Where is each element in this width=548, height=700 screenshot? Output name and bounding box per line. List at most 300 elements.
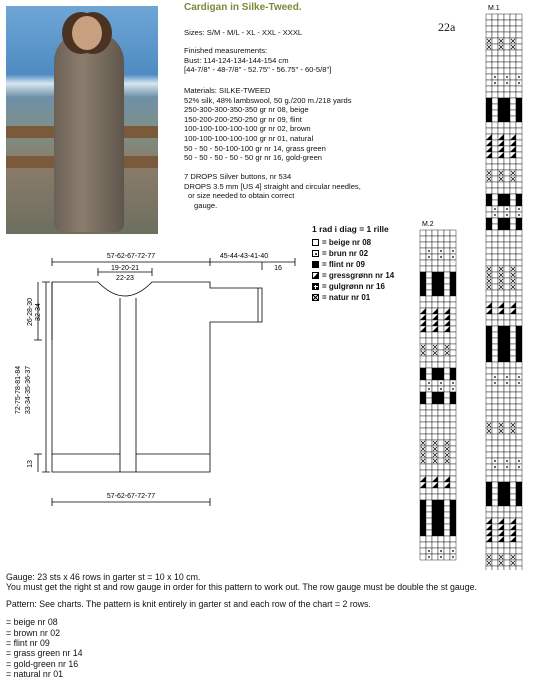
chart-cell	[492, 416, 498, 422]
chart-cell	[486, 464, 492, 470]
chart-cell	[510, 194, 516, 200]
chart-cell	[426, 470, 432, 476]
chart-cell	[516, 62, 522, 68]
chart-cell	[444, 374, 450, 380]
chart-cell	[450, 350, 456, 356]
chart-cell	[492, 524, 498, 530]
chart-cell	[426, 530, 432, 536]
chart-cell	[426, 296, 432, 302]
chart-cell	[432, 392, 438, 398]
chart-dot-mark	[440, 556, 442, 558]
chart-cell	[432, 272, 438, 278]
chart-cell	[510, 500, 516, 506]
chart-dot-mark	[518, 82, 520, 84]
chart-cell	[504, 428, 510, 434]
chart-cell	[492, 500, 498, 506]
chart-cell	[492, 272, 498, 278]
chart-cell	[498, 362, 504, 368]
armhole-label: 26-28-30	[27, 297, 34, 327]
chart-cell	[510, 476, 516, 482]
chart-cell	[486, 104, 492, 110]
chart-cell	[492, 194, 498, 200]
chart-cell	[516, 272, 522, 278]
chart-cell	[432, 260, 438, 266]
chart-cell	[498, 314, 504, 320]
chart-cell	[498, 404, 504, 410]
chart-cell	[486, 446, 492, 452]
chart-cell	[516, 386, 522, 392]
chart-cell	[438, 410, 444, 416]
chart-cell	[516, 116, 522, 122]
chart-cell	[504, 452, 510, 458]
chart-cell	[486, 200, 492, 206]
chart-cell	[510, 26, 516, 32]
chart-dot-mark	[518, 382, 520, 384]
chart-cell	[444, 332, 450, 338]
chart-cell	[492, 404, 498, 410]
chart-dot-mark	[506, 460, 508, 462]
chart-dot-mark	[518, 466, 520, 468]
chart-cell	[504, 110, 510, 116]
chart-cell	[492, 26, 498, 32]
chart-cell	[498, 506, 504, 512]
chart-cell	[420, 278, 426, 284]
cross-square-icon	[312, 294, 319, 301]
chart-cell	[510, 512, 516, 518]
chart-cell	[516, 542, 522, 548]
chart-cell	[492, 176, 498, 182]
chart-cell	[438, 404, 444, 410]
chart-cell	[444, 392, 450, 398]
chart-cell	[516, 152, 522, 158]
chart-cell	[504, 398, 510, 404]
chart-cell	[432, 470, 438, 476]
chart-cell	[516, 110, 522, 116]
chart-cell	[516, 446, 522, 452]
chart-cell	[492, 146, 498, 152]
chart-cell	[492, 518, 498, 524]
chart-cell	[450, 332, 456, 338]
chart-cell	[498, 452, 504, 458]
chart-cell	[504, 554, 510, 560]
chart-cell	[504, 518, 510, 524]
chart-cell	[492, 20, 498, 26]
chart-cell	[444, 236, 450, 242]
chart-cell	[498, 476, 504, 482]
chart-cell	[510, 320, 516, 326]
chart-cell	[444, 356, 450, 362]
chart-cell	[504, 284, 510, 290]
chart-cell	[504, 62, 510, 68]
bust-inches: [44-7/8" - 48-7/8" - 52.75" - 56.75" - 60-5/8"]	[184, 65, 332, 75]
chart-cell	[504, 50, 510, 56]
chart-cell	[438, 398, 444, 404]
chart-cell	[498, 50, 504, 56]
chart-dot-mark	[518, 376, 520, 378]
chart-cell	[426, 524, 432, 530]
chart-cell	[426, 500, 432, 506]
chart-cell	[438, 266, 444, 272]
chart-cell	[444, 380, 450, 386]
chart-cell	[516, 134, 522, 140]
chart-cell	[432, 248, 438, 254]
chart-cell	[504, 524, 510, 530]
chart-cell	[444, 488, 450, 494]
chart-cell	[426, 434, 432, 440]
chart-cell	[420, 260, 426, 266]
chart-cell	[420, 518, 426, 524]
chart-cell	[504, 500, 510, 506]
chart-cell	[516, 338, 522, 344]
chart-cell	[516, 230, 522, 236]
chart-cell	[516, 398, 522, 404]
chart-cell	[504, 146, 510, 152]
chart-cell	[492, 116, 498, 122]
chart-cell	[504, 386, 510, 392]
material-line: 50 - 50 - 50 - 50 - 50 gr nr 16, gold-green	[184, 153, 323, 163]
chart-cell	[450, 230, 456, 236]
chart-cell	[516, 392, 522, 398]
chart-cell	[486, 488, 492, 494]
chart-cell	[504, 566, 510, 570]
chart-cell	[492, 236, 498, 242]
chart-cell	[504, 194, 510, 200]
sizes-text: Sizes: S/M - M/L - XL - XXL - XXXL	[184, 28, 303, 37]
chart-cell	[516, 470, 522, 476]
chart-cell	[450, 260, 456, 266]
chart-cell	[510, 98, 516, 104]
chart-cell	[420, 416, 426, 422]
chart-cell	[504, 200, 510, 206]
chart-dot-mark	[494, 76, 496, 78]
chart-cell	[498, 566, 504, 570]
chart-cell	[516, 332, 522, 338]
chart-cell	[438, 362, 444, 368]
chart-dot-mark	[440, 388, 442, 390]
chart-cell	[438, 344, 444, 350]
chart-dot-mark	[452, 256, 454, 258]
material-line: 52% silk, 48% lambswool, 50 g./200 m./218 yards	[184, 95, 352, 105]
chart-dot-mark	[428, 250, 430, 252]
chart-cell	[516, 284, 522, 290]
chart-cell	[492, 110, 498, 116]
chart-cell	[486, 158, 492, 164]
notions-list	[184, 172, 361, 210]
chart-cell	[432, 518, 438, 524]
chart-cell	[426, 446, 432, 452]
chart-cell	[486, 164, 492, 170]
chart-cell	[516, 344, 522, 350]
chart-cell	[498, 500, 504, 506]
chart-cell	[438, 308, 444, 314]
chart-cell	[432, 422, 438, 428]
chart-cell	[486, 566, 492, 570]
chart-cell	[516, 560, 522, 566]
chart-cell	[438, 290, 444, 296]
chart-cell	[486, 218, 492, 224]
chart-cell	[516, 416, 522, 422]
color-key-item: = gold-green nr 16	[6, 658, 79, 669]
top-width-label: 57-62-67-72-77	[106, 253, 156, 260]
legend-label: = gressgrønn nr 14	[322, 271, 395, 280]
chart-cell	[420, 230, 426, 236]
chart-cell	[432, 506, 438, 512]
chart-cell	[492, 32, 498, 38]
chart-cell	[516, 320, 522, 326]
chart-cell	[504, 122, 510, 128]
chart-cell	[510, 350, 516, 356]
chart-cell	[492, 134, 498, 140]
chart-cell	[438, 422, 444, 428]
chart-cell	[498, 74, 504, 80]
chart-cell	[498, 104, 504, 110]
chart-cell	[450, 524, 456, 530]
chart-cell	[426, 338, 432, 344]
chart-cell	[426, 230, 432, 236]
chart-cell	[426, 242, 432, 248]
chart-cell	[444, 338, 450, 344]
chart-cell	[444, 548, 450, 554]
chart-cell	[420, 236, 426, 242]
chart-cell	[516, 242, 522, 248]
chart-cell	[420, 464, 426, 470]
materials-list	[184, 86, 352, 163]
chart-cell	[504, 140, 510, 146]
chart-cell	[492, 284, 498, 290]
chart-cell	[444, 422, 450, 428]
triangle-square-icon	[312, 272, 319, 279]
chart-cell	[444, 428, 450, 434]
chart-cell	[486, 548, 492, 554]
chart-cell	[486, 506, 492, 512]
chart-cell	[420, 254, 426, 260]
chart-cell	[510, 50, 516, 56]
chart-cell	[420, 500, 426, 506]
chart-cell	[510, 206, 516, 212]
chart-cell	[486, 230, 492, 236]
chart-cell	[516, 92, 522, 98]
chart-dot-mark	[428, 388, 430, 390]
chart-cell	[492, 182, 498, 188]
chart-cell	[516, 362, 522, 368]
chart-cell	[516, 68, 522, 74]
chart-cell	[486, 128, 492, 134]
chart-cell	[438, 470, 444, 476]
chart-cell	[510, 566, 516, 570]
chart-cell	[486, 290, 492, 296]
chart-cell	[420, 272, 426, 278]
chart-dot-mark	[428, 382, 430, 384]
chart-cell	[420, 554, 426, 560]
chart-cell	[432, 302, 438, 308]
chart-cell	[516, 512, 522, 518]
chart-cell	[516, 278, 522, 284]
chart-cell	[420, 248, 426, 254]
chart-cell	[438, 356, 444, 362]
chart-cell	[432, 362, 438, 368]
legend-label: = flint nr 09	[322, 260, 365, 269]
chart-cell	[510, 104, 516, 110]
chart-dot-mark	[452, 382, 454, 384]
chart-cell	[426, 422, 432, 428]
chart-cell	[504, 422, 510, 428]
chart-cell	[426, 368, 432, 374]
chart-cell	[504, 98, 510, 104]
chart-cell	[450, 296, 456, 302]
chart-cell	[432, 416, 438, 422]
chart-cell	[432, 512, 438, 518]
chart-cell	[486, 494, 492, 500]
chart-cell	[420, 536, 426, 542]
chart-cell	[432, 530, 438, 536]
chart-cell	[516, 488, 522, 494]
chart-cell	[432, 278, 438, 284]
chart-cell	[450, 368, 456, 374]
chart-cell	[492, 314, 498, 320]
chart-cell	[420, 362, 426, 368]
chart-cell	[450, 512, 456, 518]
chart-cell	[492, 470, 498, 476]
chart-cell	[450, 344, 456, 350]
chart-cell	[432, 368, 438, 374]
chart-cell	[444, 470, 450, 476]
chart-cell	[426, 356, 432, 362]
chart-cell	[504, 56, 510, 62]
chart-cell	[498, 254, 504, 260]
chart-cell	[492, 218, 498, 224]
chart-cell	[492, 560, 498, 566]
chart-cell	[492, 266, 498, 272]
chart-cell	[432, 374, 438, 380]
chart-cell	[450, 530, 456, 536]
notion-line: 7 DROPS Silver buttons, nr 534	[184, 172, 292, 181]
legend-title: 1 rad i diag = 1 rille	[312, 224, 389, 234]
chart-cell	[426, 320, 432, 326]
chart-cell	[504, 344, 510, 350]
chart-cell	[492, 422, 498, 428]
chart-cell	[492, 356, 498, 362]
chart-cell	[504, 320, 510, 326]
chart-cell	[486, 380, 492, 386]
chart-cell	[504, 278, 510, 284]
chart-cell	[516, 254, 522, 260]
chart-cell	[426, 452, 432, 458]
chart-cell	[504, 356, 510, 362]
chart-cell	[504, 338, 510, 344]
chart-cell	[510, 92, 516, 98]
chart-cell	[498, 62, 504, 68]
chart-cell	[516, 290, 522, 296]
chart-cell	[516, 26, 522, 32]
instructions	[6, 572, 546, 680]
chart-cell	[516, 236, 522, 242]
chart-cell	[438, 494, 444, 500]
chart-cell	[498, 320, 504, 326]
chart-cell	[432, 332, 438, 338]
chart-dot-mark	[440, 550, 442, 552]
bottom-width-label: 57-62-67-72-77	[106, 493, 156, 500]
chart-cell	[486, 326, 492, 332]
chart-cell	[450, 518, 456, 524]
chart-cell	[444, 290, 450, 296]
chart-cell	[510, 488, 516, 494]
chart-cell	[432, 494, 438, 500]
chart-cell	[432, 266, 438, 272]
chart-cell	[438, 434, 444, 440]
chart-cell	[486, 314, 492, 320]
chart-cell	[504, 242, 510, 248]
chart-cell	[486, 260, 492, 266]
chart-cell	[444, 296, 450, 302]
chart-cell	[426, 410, 432, 416]
chart-cell	[510, 32, 516, 38]
chart-cell	[486, 236, 492, 242]
chart-cell	[498, 494, 504, 500]
chart-cell	[432, 488, 438, 494]
chart-cell	[504, 32, 510, 38]
gauge-text: Gauge: 23 sts x 46 rows in garter st = 10 x 10 cm.	[6, 572, 201, 582]
chart-cell	[438, 368, 444, 374]
garment-schematic	[0, 240, 310, 520]
chart-cell	[420, 374, 426, 380]
chart-cell	[420, 548, 426, 554]
chart-cell	[432, 548, 438, 554]
chart-cell	[426, 284, 432, 290]
chart-cell	[426, 518, 432, 524]
chart-cell	[492, 536, 498, 542]
chart-cell	[444, 434, 450, 440]
chart-cell	[438, 350, 444, 356]
material-line: 100-100-100-100-100 gr nr 02, brown	[184, 124, 311, 134]
chart-cell	[426, 290, 432, 296]
chart-cell	[498, 446, 504, 452]
chart-cell	[498, 218, 504, 224]
chart-cell	[450, 488, 456, 494]
chart-cell	[516, 98, 522, 104]
chart-cell	[438, 326, 444, 332]
chart-cell	[504, 326, 510, 332]
chart-cell	[492, 446, 498, 452]
filled-square-icon	[312, 261, 319, 268]
chart-cell	[516, 194, 522, 200]
chart-cell	[486, 296, 492, 302]
chart-cell	[504, 128, 510, 134]
chart-dot-mark	[506, 76, 508, 78]
chart-cell	[492, 224, 498, 230]
chart-cell	[510, 464, 516, 470]
chart-cell	[498, 158, 504, 164]
chart-cell	[486, 98, 492, 104]
chart-cell	[426, 302, 432, 308]
legend-item	[312, 270, 394, 281]
chart-cell	[516, 122, 522, 128]
chart-dot-mark	[440, 382, 442, 384]
chart-cell	[426, 428, 432, 434]
chart-cell	[486, 122, 492, 128]
chart-cell	[426, 260, 432, 266]
chart-cell	[510, 290, 516, 296]
chart-cell	[492, 488, 498, 494]
chart-cell	[510, 452, 516, 458]
chart-cell	[486, 50, 492, 56]
chart-cell	[444, 524, 450, 530]
chart-cell	[516, 104, 522, 110]
chart-cell	[444, 266, 450, 272]
chart-cell	[438, 236, 444, 242]
material-line: 250-300-300-350-350 gr nr 08, beige	[184, 105, 309, 115]
chart-cell	[492, 86, 498, 92]
chart-cell	[486, 542, 492, 548]
